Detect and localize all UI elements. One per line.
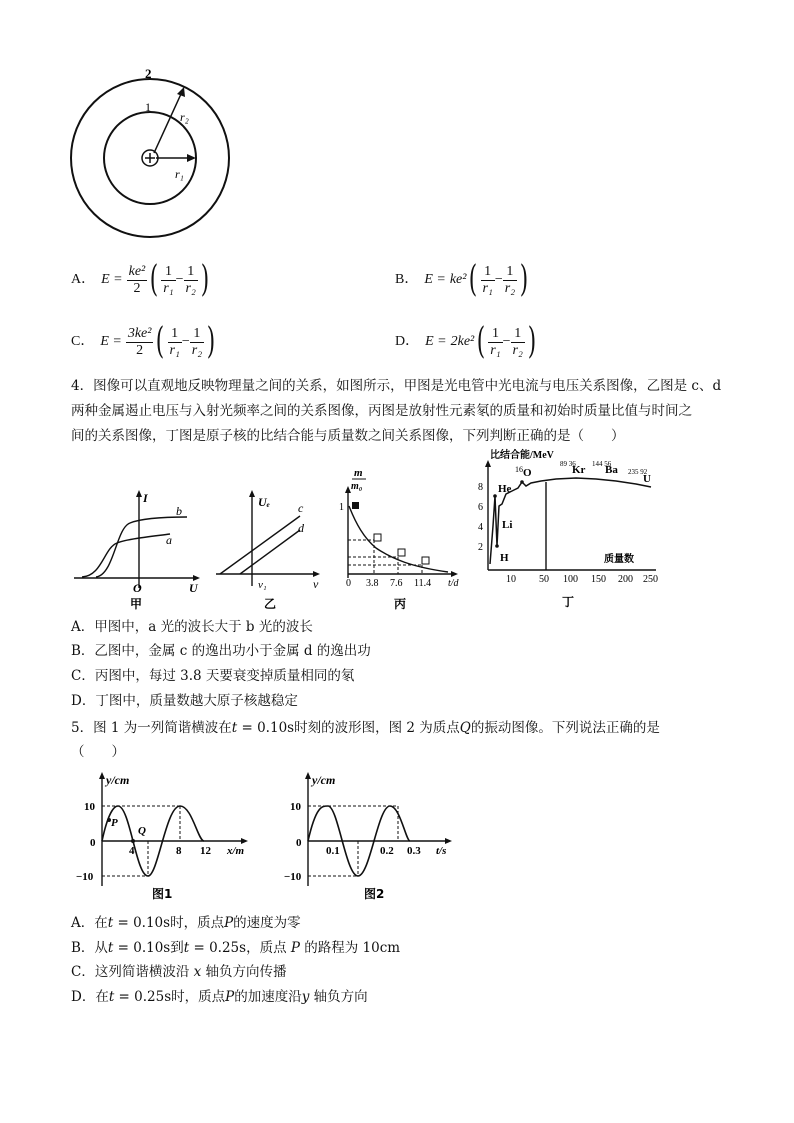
option-letter: D． bbox=[395, 334, 420, 349]
line-c-label: c bbox=[298, 501, 304, 515]
energy-lhs: E = bbox=[425, 334, 447, 349]
ding-O-ms: 16 bbox=[515, 465, 523, 474]
fig1-origin: 0 bbox=[90, 837, 96, 849]
ding-H: H bbox=[500, 552, 509, 564]
q3-option-d[interactable]: D． E = 2ke² ( $\frac{1}{\text{r₁}}$ − $\frac{1}{\text{r₂}}$ ) bbox=[395, 321, 537, 362]
option-letter: A． bbox=[71, 272, 96, 287]
ratio-m: m bbox=[354, 467, 363, 479]
graph-jia bbox=[72, 488, 204, 612]
graph-bing-name: 丙 bbox=[394, 597, 407, 611]
inner-orbit-label: 1 bbox=[145, 100, 151, 114]
ding-xtick-50: 50 bbox=[539, 574, 549, 585]
origin-O: O bbox=[133, 581, 142, 595]
ding-U: U bbox=[643, 473, 651, 485]
bing-axis-t: t/d bbox=[448, 578, 459, 589]
option-letter: C． bbox=[71, 334, 95, 349]
point-P-label: P bbox=[111, 817, 118, 829]
ding-ytick-6: 6 bbox=[478, 502, 483, 513]
ding-Kr-ms: 89 36 bbox=[560, 460, 576, 468]
option-letter: B． bbox=[395, 272, 419, 287]
ding-Ba-ms: 144 56 bbox=[592, 460, 612, 468]
ding-Ba: Ba bbox=[605, 464, 618, 476]
q5-option-d[interactable]: D．在t = 0.25s时，质点P的加速度沿y 轴负方向 bbox=[71, 989, 368, 1005]
fig2-ytick-pos: 10 bbox=[290, 801, 301, 813]
q4-option-a[interactable]: A．甲图中，a 光的波长大于 b 光的波长 bbox=[71, 619, 313, 635]
fig2-ytick-neg: −10 bbox=[284, 871, 302, 883]
q5-option-a[interactable]: A．在t = 0.10s时，质点P的速度为零 bbox=[71, 915, 301, 931]
bing-tick-3: 11.4 bbox=[414, 578, 432, 589]
fig2-xtick-03: 0.3 bbox=[407, 845, 421, 857]
ding-xtick-100: 100 bbox=[563, 574, 578, 585]
graph-bing bbox=[336, 462, 466, 612]
ding-ytick-8: 8 bbox=[478, 482, 483, 493]
fig1-ytick-pos: 10 bbox=[84, 801, 95, 813]
coef: 2ke² bbox=[450, 334, 475, 349]
atom-orbits-figure bbox=[68, 68, 238, 243]
fig1-ylabel: y/cm bbox=[106, 773, 130, 787]
bing-origin: 0 bbox=[346, 578, 351, 589]
coef-fraction: $\frac{\text{3ke²}}{2}$ bbox=[127, 325, 152, 358]
outer-orbit-label: 2 bbox=[145, 66, 152, 81]
fig1-ytick-neg: −10 bbox=[76, 871, 94, 883]
curve-b-label: b bbox=[176, 504, 182, 518]
graph-yi bbox=[212, 488, 334, 612]
fig1-xtick-4: 4 bbox=[129, 845, 135, 857]
ding-xtick-250: 250 bbox=[643, 574, 658, 585]
q5-stem: 5．图 1 为一列简谐横波在t = 0.10s时刻的波形图，图 2 为质点Q的振动图像。下列说法正确的是 bbox=[71, 720, 660, 736]
q4-option-c[interactable]: C．丙图中，每过 3.8 天要衰变掉质量相同的氡 bbox=[71, 668, 355, 684]
ding-Li: Li bbox=[502, 519, 513, 531]
point-Q-label: Q bbox=[138, 825, 146, 837]
fig2-xtick-02: 0.2 bbox=[380, 845, 394, 857]
energy-lhs: E = bbox=[424, 272, 446, 287]
bing-tick-2: 7.6 bbox=[390, 578, 403, 589]
q5-option-c[interactable]: C．这列简谐横波沿 x 轴负方向传播 bbox=[71, 964, 287, 980]
axis-nu: ν bbox=[313, 577, 319, 591]
fig2-origin: 0 bbox=[296, 837, 302, 849]
q4-stem-line3: 间的关系图像，丁图是原子核的比结合能与质量数之间关系图像，下列判断正确的是（ ） bbox=[71, 428, 625, 444]
ding-ytick-2: 2 bbox=[478, 542, 483, 553]
energy-lhs: E = bbox=[101, 272, 123, 287]
nu1-label: ν₁ bbox=[258, 579, 267, 591]
q4-option-d[interactable]: D．丁图中，质量数越大原子核越稳定 bbox=[71, 693, 298, 709]
vibration-figure-2 bbox=[286, 768, 458, 906]
fig2-ylabel: y/cm bbox=[312, 773, 336, 787]
ding-Kr: Kr bbox=[572, 464, 586, 476]
coef-fraction: $\frac{\text{ke²}}{2}$ bbox=[128, 263, 146, 296]
axis-U: U bbox=[189, 581, 198, 595]
ding-U-ms: 235 92 bbox=[628, 468, 648, 476]
line-d-label: d bbox=[298, 521, 304, 535]
fig1-caption: 图1 bbox=[152, 887, 173, 901]
q3-option-b[interactable]: B． E = ke² ( $\frac{1}{\text{r₁}}$ − $\frac{1}{\text{r₂}}$ ) bbox=[395, 259, 529, 300]
fig2-xtick-01: 0.1 bbox=[326, 845, 340, 857]
energy-lhs: E = bbox=[100, 334, 122, 349]
ding-ytick-4: 4 bbox=[478, 522, 483, 533]
ding-O: O bbox=[523, 467, 532, 479]
curve-a-label: a bbox=[166, 533, 172, 547]
ratio-m0: m₀ bbox=[351, 481, 363, 492]
graph-jia-name: 甲 bbox=[130, 597, 143, 611]
q5-answer-paren: （ ） bbox=[71, 744, 125, 760]
graph-yi-name: 乙 bbox=[264, 597, 277, 611]
coef: ke² bbox=[449, 272, 467, 287]
wave-figure-1 bbox=[74, 768, 250, 906]
r2-label: r₂ bbox=[180, 110, 189, 124]
fig1-xlabel: x/m bbox=[227, 845, 245, 857]
fig1-xtick-8: 8 bbox=[176, 845, 182, 857]
bing-y-one: 1 bbox=[339, 502, 344, 513]
fig1-xtick-12: 12 bbox=[200, 845, 211, 857]
ding-xtick-200: 200 bbox=[618, 574, 633, 585]
ding-xtick-10: 10 bbox=[506, 574, 516, 585]
fig2-caption: 图2 bbox=[364, 887, 385, 901]
ding-ylabel: 比结合能/MeV bbox=[490, 450, 554, 461]
q4-stem-line1: 4．图像可以直观地反映物理量之间的关系，如图所示，甲图是光电管中光电流与电压关系图像，乙图是 c、d bbox=[71, 378, 722, 394]
ding-xtick-150: 150 bbox=[591, 574, 606, 585]
bing-tick-1: 3.8 bbox=[366, 578, 379, 589]
graph-ding bbox=[476, 446, 670, 612]
ding-He: He bbox=[498, 483, 512, 495]
graph-ding-name: 丁 bbox=[562, 595, 575, 609]
fig2-xlabel: t/s bbox=[436, 845, 447, 857]
axis-Uc: Uₑ bbox=[258, 495, 270, 509]
q3-option-a[interactable]: A． E = $\frac{\text{ke²}}{2}$ ( $\frac{1}{\text{r₁}}$ − $\frac{1}{\text{r₂}}$ ) bbox=[71, 259, 210, 300]
q3-option-c[interactable]: C． E = $\frac{\text{3ke²}}{2}$ ( $\frac{1}{\text{r₁}}$ − $\frac{1}{\text{r₂}}$ ) bbox=[71, 321, 216, 362]
q5-option-b[interactable]: B．从t = 0.10s到t = 0.25s，质点 P 的路程为 10cm bbox=[71, 940, 401, 956]
q4-stem-line2: 两种金属遏止电压与入射光频率之间的关系图像，丙图是放射性元素氡的质量和初始时质量比值与时间之 bbox=[71, 403, 692, 419]
q4-option-b[interactable]: B．乙图中，金属 c 的逸出功小于金属 d 的逸出功 bbox=[71, 643, 371, 659]
ding-xlabel: 质量数 bbox=[604, 554, 634, 565]
axis-I: I bbox=[143, 491, 148, 505]
r1-label: r₁ bbox=[175, 167, 184, 181]
